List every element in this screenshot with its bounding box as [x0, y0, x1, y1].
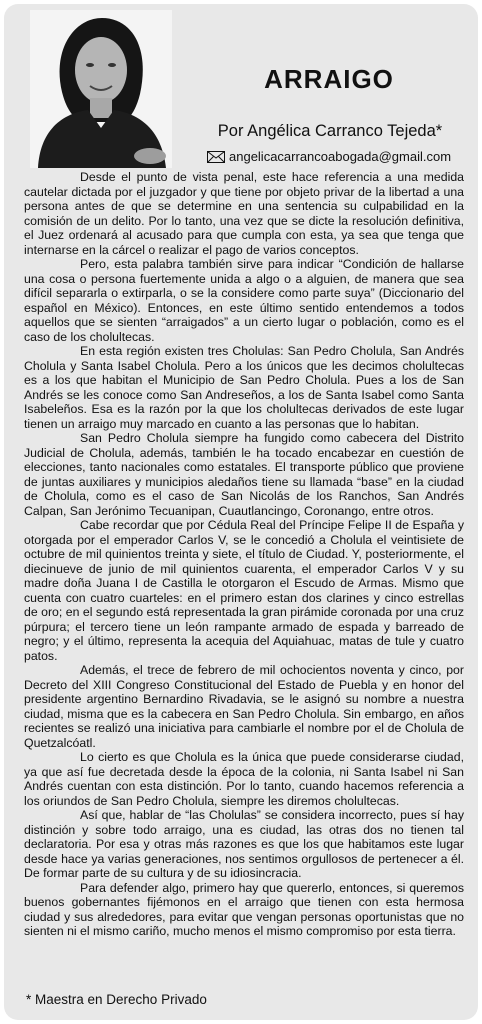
article-title: ARRAIGO [264, 64, 394, 94]
author-photo [30, 10, 172, 168]
paragraph: Para defender algo, primero hay que quererlo, entonces, si queremos buenos gobernantes fijémonos en el arraigo que tienen con esta hermosa ciudad y sus alrededores, para evitar que vengan personas oportunistas que no sienten ni el mismo cariño, mucho menos el mismo compromiso por esta tierra. [24, 880, 464, 938]
author-email[interactable] [207, 149, 451, 164]
paragraph: En esta región existen tres Cholulas: San Pedro Cholula, San Andrés Cholula y Santa Isabel Cholula. Pero a los únicos que les decimos cholultecas es a los que habitan el Municipio de San Pedro Cholula. Pues a los de San Andrés se les conoce como San Andreseños, a los de Santa Isabel como Santa Isabeleños. Esa es la razón por la que los cholultecas derivados de este lugar tienen un arraigo muy marcado en cuanto a las personas que lo habitan. [24, 344, 464, 431]
author-byline: Por Angélica Carranco Tejeda* [217, 122, 443, 140]
paragraph: Además, el trece de febrero de mil ochocientos noventa y cinco, por Decreto del XIII Congreso Constitucional del Estado de Puebla y en honor del presidente argentino Bernardino Rivadavia, se le asignó su nombre a nuestra ciudad, misma que es la cabecera en San Pedro Cholula. Sin embargo, en años recientes se realizó una iniciativa para cambiarle el nombre por el de Cholula de Quetzalcóatl. [24, 663, 464, 750]
paragraph: Pero, esta palabra también sirve para indicar “Condición de hallarse una cosa o persona fuertemente unida a algo o a alguien, de manera que sea difícil separarla o extirparla, o se la considere como parte suya” (Diccionario del español en México). Entonces, en este último sentido entendemos a todos aquellos que se sienten “arraigados” a un cierto lugar o población, como es el caso de los cholultecas. [24, 257, 464, 344]
article-body [24, 170, 464, 939]
paragraph: Lo cierto es que Cholula es la única que puede considerarse ciudad, ya que así fue decretada desde la época de la colonia, ni Santa Isabel ni San Andrés cuentan con esta distinción. Por lo tanto, cuando hacemos referencia a los oriundos de San Pedro Cholula, siempre les diremos cholultecas. [24, 750, 464, 808]
email-text: angelicacarrancoabogada@gmail.com [229, 149, 452, 164]
envelope-icon [207, 151, 225, 163]
article-card [4, 4, 478, 1020]
paragraph: San Pedro Cholula siempre ha fungido como cabecera del Distrito Judicial de Cholula, además, también le ha tocado encabezar en cuestión de elecciones, tanto nacionales como estatales. El transporte público que proviene de juntas auxiliares y municipios aledaños tiene su llamada “base” en la ciudad de Cholula, como es el caso de San Nicolás de los Ranchos, San Andrés Calpan, San Jerónimo Tecuanipan, Cuautlancingo, Coronango, entre otros. [24, 431, 464, 518]
paragraph: Desde el punto de vista penal, este hace referencia a una medida cautelar dictada por el juzgador y que tiene por objeto privar de la libertad a una persona antes de que se determine en una sentencia su culpabilidad en la comisión de un delito. Por lo tanto, una vez que se dicte la resolución definitiva, el Juez ordenará al acusado para que cumpla con esta, ya sea que tenga que internarse en la cárcel o realizar el pago de varios conceptos. [24, 170, 464, 257]
paragraph: Así que, hablar de “las Cholulas” se considera incorrecto, pues sí hay distinción y sobre todo arraigo, una es ciudad, las otras dos no tienen tal declaratoria. Por esa y otras más razones es que los que habitamos este lugar desde hace ya varias generaciones, nos sentimos orgullosos de pertenecer a él. De formar parte de su cultura y de su idiosincracia. [24, 808, 464, 880]
paragraph: Cabe recordar que por Cédula Real del Príncipe Felipe II de España y otorgada por el emperador Carlos V, se le concedió a Cholula el veintisiete de octubre de mil quinientos treinta y siete, el título de Ciudad. Y, posteriormente, el diecinueve de junio de mil quinientos cuarenta, el emperador Carlos V y su madre doña Juana I de Castilla le otorgaron el Escudo de Armas. Mismo que cuenta con cuatro cuarteles: en el primero estan dos clarines y cinco estrellas de oro; en el segundo está representada la gran pirámide coronada por una cruz púrpura; el tercero tiene un león rampante armado de espada y barreado de negro; y el último, representa la acequia del Aquiahuac, matas de tule y cuatro patos. [24, 518, 464, 663]
author-footnote: * Maestra en Derecho Privado [26, 992, 207, 1007]
